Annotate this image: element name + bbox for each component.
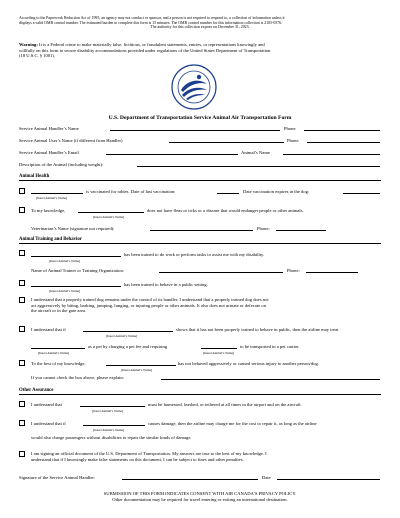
vaccinated-checkbox[interactable] (19, 188, 25, 194)
insert-name-hint: [Insert Animal’s Name] (93, 428, 125, 432)
insert-name-hint: [Insert Animal’s Name] (49, 259, 81, 263)
insert-name-hint: [Insert Animal’s Name] (93, 215, 125, 219)
paperwork-line-3: The authority for this collection expires on December 31, 2023. (150, 25, 250, 30)
other-assurance-heading: Other Assurance (19, 388, 381, 395)
date-label: Date (262, 475, 271, 480)
vaccinated-animal-name-field[interactable] (31, 193, 83, 194)
trainer-name-field[interactable] (159, 272, 283, 273)
understand-control-line-3: the aircraft or in the gate area. (31, 308, 87, 314)
understand-control-line-2: act aggressively by biting, barking, jumping, lunging, or injuring people or other animals. It also does not urinate or defecate on (31, 302, 266, 308)
damage-pre: I understand that if (31, 421, 66, 426)
signature-field[interactable] (122, 479, 258, 480)
user-phone-label: Phone (287, 138, 299, 143)
trainer-phone-label: Phone: (287, 268, 300, 273)
damage-post: causes damage, then the airline may charge me for the cost to repair it, as long as the airline (148, 421, 317, 426)
handler-name-field[interactable] (110, 130, 280, 131)
warning-label: Warning: (19, 42, 38, 47)
insert-name-hint: [Insert Animal’s Name] (49, 289, 81, 293)
vet-phone-field[interactable] (276, 230, 326, 231)
pet-pre: as a pet by charging a pet fee and requiring (88, 344, 168, 349)
trainer-name-label: Name of Animal Trainer or Training Organization: (31, 268, 125, 273)
insert-name-hint: [Insert Animal’s Name] (92, 409, 124, 413)
warning-line-2: willfully on this form to secure disability accommodations provided under regulations of the United States Department of Transportation (19, 47, 271, 53)
vaccine-expiry-field[interactable] (343, 193, 380, 194)
no-fleas-pre: To my knowledge, (31, 208, 66, 213)
sign-official-checkbox[interactable] (19, 451, 25, 457)
training-heading: Animal Training and Behavior (19, 237, 381, 244)
harness-pre: I understand that (31, 402, 62, 407)
pet-animal-name-field[interactable] (31, 348, 85, 349)
no-fleas-animal-name-field[interactable] (78, 212, 144, 213)
trained-work-animal-name-field[interactable] (31, 256, 121, 257)
description-label: Description of the Animal (including weight): (19, 162, 104, 167)
understand-control-line-1: I understand that a properly trained dog remains under the control of its handler. I understand that a properly trained dog does not (31, 297, 269, 302)
form-title: U.S. Department of Transportation Service Animal Air Transportation Form (108, 115, 292, 121)
damage-animal-name-field[interactable] (83, 425, 145, 426)
dot-seal-logo (171, 64, 217, 110)
vet-name-field[interactable] (150, 230, 253, 231)
trainer-phone-field[interactable] (306, 272, 358, 273)
no-aggression-checkbox[interactable] (19, 360, 25, 366)
harness-checkbox[interactable] (19, 401, 25, 407)
best-post: has not behaved aggressively or caused serious injury to another person/dog. (178, 361, 319, 366)
handler-phone-field[interactable] (304, 130, 380, 131)
date-field[interactable] (277, 479, 380, 480)
best-pre: To the best of my knowledge, (31, 361, 86, 366)
sign-line-2: understand that if I knowingly make false statements on this document, I can be subject to fines and other penalties. (31, 456, 244, 462)
damage-line-2: would also charge passengers without disabilities to repair the similar kinds of damage. (31, 435, 192, 440)
understand-if-pre: I understand that if (31, 327, 66, 332)
harness-post: must be harnessed, leashed, or tethered at all times in the airport and on the aircraft. (148, 402, 302, 407)
damage-checkbox[interactable] (19, 420, 25, 426)
paperwork-line-2: displays a valid OMB control number. The estimated burden to complete this form is 15 minutes. The OMB control number for this information collection is 2105-0576. (19, 20, 283, 25)
vet-phone-label: Phone: (257, 226, 270, 231)
vaccinated-text: is vaccinated for rabies. Date of last vaccination: (86, 189, 176, 194)
handler-email-field[interactable] (106, 154, 238, 155)
signature-label: Signature of the Service Animal Handler: (19, 475, 96, 480)
insert-name-hint: [Insert Animal’s Name] (36, 196, 68, 200)
paperwork-notice (19, 16, 381, 30)
warning-line-3: (18 U.S.C. § 1001). (19, 53, 56, 59)
trained-public-text: has been trained to behave in a public setting. (124, 282, 208, 287)
harness-animal-name-field[interactable] (80, 406, 145, 407)
paperwork-line-1: According to the Paperwork Reduction Act of 1995, an agency may not conduct or sponsor, and a person is not required to respond to, a collection of information unless it (19, 16, 285, 20)
vet-name-label: Veterinarian’s Name (signature not required): (31, 226, 115, 231)
understand-if-post: shows that it has not been properly trained to behave in public, then the airline may treat (176, 327, 339, 332)
international-note: Other documentation may be required for travel entering or exiting an international destination. (112, 497, 288, 502)
user-name-label: Service Animal User’s Name (if different from Handler) (19, 138, 123, 143)
no-aggression-animal-name-field[interactable] (106, 365, 176, 366)
no-fleas-checkbox[interactable] (19, 207, 25, 213)
trained-work-text: has been trained to do work or perform tasks to assist me with my disability. (124, 252, 265, 257)
insert-name-hint: [Insert Animal’s Name] (106, 334, 138, 338)
trained-work-checkbox[interactable] (19, 250, 25, 256)
vaccine-expires-text: Date vaccination expires in the dog: (243, 189, 310, 194)
consent-notice: SUBMISSION OF THIS FORM INDICATES CONSENT WITH AIR CANADA’S PRIVACY POLICY. (103, 491, 297, 496)
animal-name-label: Animal’s Name (241, 150, 270, 155)
insert-name-hint: [Insert Animal’s Name] (38, 351, 70, 355)
vaccination-date-field[interactable] (217, 193, 239, 194)
pet-post: to be transported in a pet carrier. (240, 344, 300, 349)
animal-name-field[interactable] (283, 154, 380, 155)
warning-block (19, 42, 381, 59)
handler-email-label: Service Animal Handler’s Email (19, 150, 79, 155)
insert-name-hint: [Insert Animal’s Name] (121, 368, 153, 372)
insert-name-hint: [Insert Animal’s Name] (203, 351, 235, 355)
no-fleas-post: does not have fleas or ticks or a disease that would endanger people or other animals. (147, 208, 304, 213)
trained-public-animal-name-field[interactable] (31, 286, 121, 287)
handler-phone-label: Phone (284, 126, 296, 131)
user-name-field[interactable] (169, 142, 284, 143)
description-field[interactable] (137, 166, 380, 167)
handler-name-label: Service Animal Handler’s Name (19, 126, 79, 131)
explain-label: If you cannot check the box above, please explain: (31, 375, 124, 380)
trained-public-checkbox[interactable] (19, 280, 25, 286)
warning-line-1: It is a Federal crime to make materially false, fictitious, or fraudulent statements, entries, or representations knowingly and (39, 42, 265, 47)
understand-if-animal-name-field[interactable] (83, 331, 173, 332)
pet-animal-name-field-2[interactable] (201, 348, 237, 349)
sign-line-1: I am signing an official document of the U.S. Department of Transportation. My answers are true to the best of my knowledge. I (31, 451, 267, 456)
sign-official-text (31, 451, 383, 462)
understand-pet-checkbox[interactable] (19, 326, 25, 332)
understand-control-text (31, 297, 383, 314)
animal-health-heading: Animal Health (19, 174, 381, 181)
user-phone-field[interactable] (307, 142, 380, 143)
understand-control-checkbox[interactable] (19, 297, 25, 303)
explain-field[interactable] (161, 379, 380, 380)
